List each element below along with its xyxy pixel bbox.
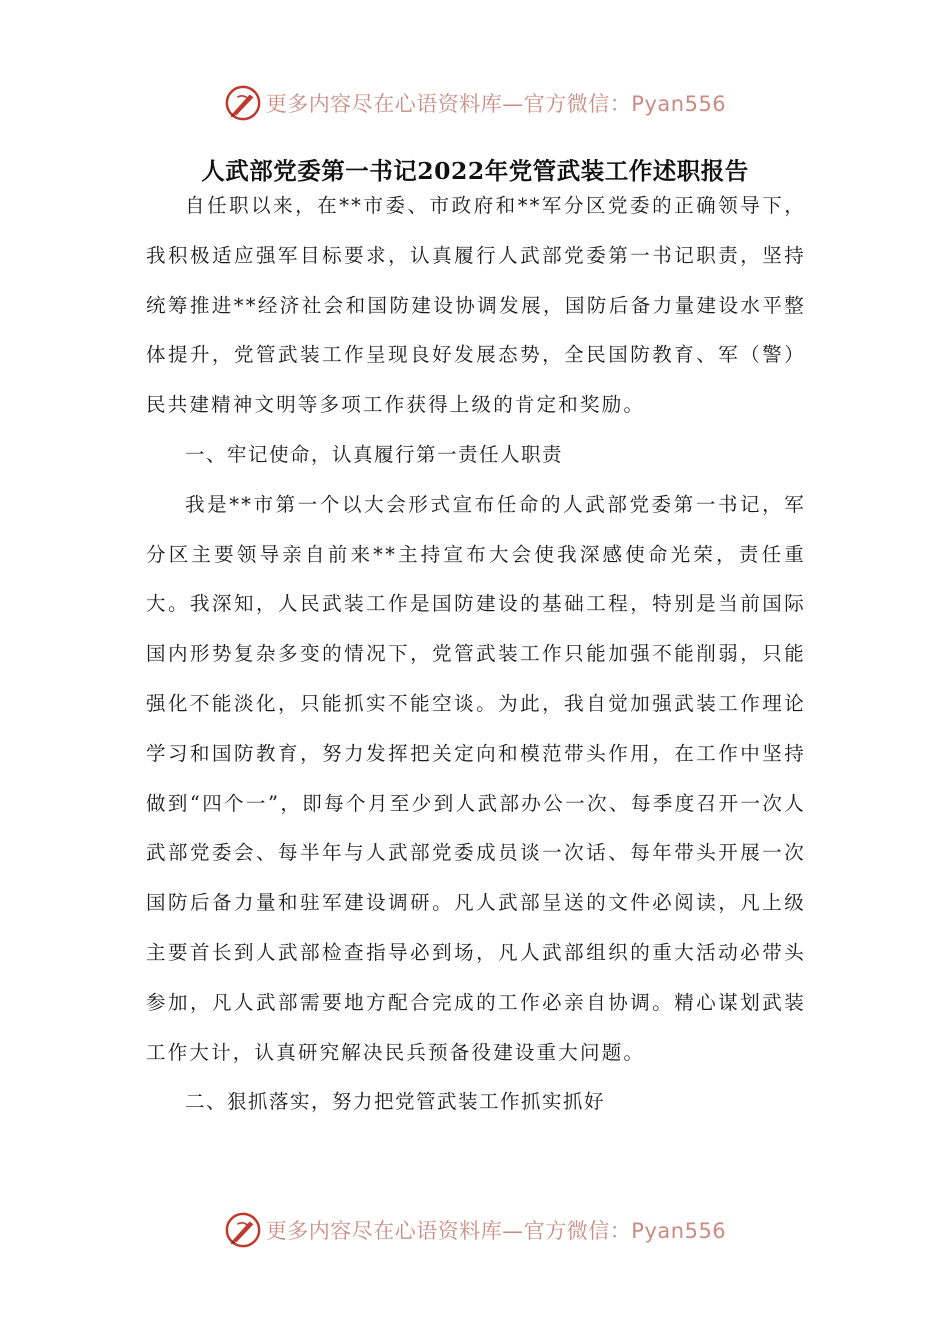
watermark-text: 更多内容尽在心语资料库—官方微信：Pyan556 bbox=[265, 1219, 727, 1243]
section-heading-2: 二、狠抓落实，努力把党管武装工作抓实抓好 bbox=[185, 1090, 606, 1114]
watermark-footer bbox=[0, 1205, 950, 1255]
section-heading-1: 一、牢记使命，认真履行第一责任人职责 bbox=[185, 442, 564, 466]
watermark-header bbox=[0, 78, 950, 128]
paragraph-intro: 自任职以来，在**市委、市政府和**军分区党委的正确领导下，我积极适应强军目标要求，认真履行人武部党委第一书记职责，坚持统筹推进**经济社会和国防建设协调发展，国防后备力量建设水平整体提升，党管武装工作呈现良好发展态势，全民国防教育、军（警）民共建精神文明等多项工作获得上级的肯定和奖励。 bbox=[146, 194, 806, 417]
watermark-text: 更多内容尽在心语资料库—官方微信：Pyan556 bbox=[265, 92, 727, 116]
pen-circle-logo-icon bbox=[224, 84, 262, 122]
paragraph-section-1: 我是**市第一个以大会形式宣布任命的人武部党委第一书记，军分区主要领导亲自前来**主持宣布大会使我深感使命光荣，责任重大。我深知，人民武装工作是国防建设的基础工程，特别是当前国际国内形势复杂多变的情况下，党管武装工作只能加强不能削弱，只能强化不能淡化，只能抓实不能空谈。为此，我自觉加强武装工作理论学习和国防教育，努力发挥把关定向和模范带头作用，在工作中坚持做到“四个一”，即每个月至少到人武部办公一次、每季度召开一次人武部党委会、每半年与人武部党委成员谈一次话、每年带头开展一次国防后备力量和驻军建设调研。凡人武部呈送的文件必阅读，凡上级主要首长到人武部检查指导必到场，凡人武部组织的重大活动必带头参加，凡人武部需要地方配合完成的工作必亲自协调。精心谋划武装工作大计，认真研究解决民兵预备役建设重大问题。 bbox=[146, 492, 806, 1064]
document-title: 人武部党委第一书记2022年党管武装工作述职报告 bbox=[201, 157, 749, 185]
pen-circle-logo-icon bbox=[224, 1211, 262, 1249]
document-body bbox=[146, 181, 806, 1127]
